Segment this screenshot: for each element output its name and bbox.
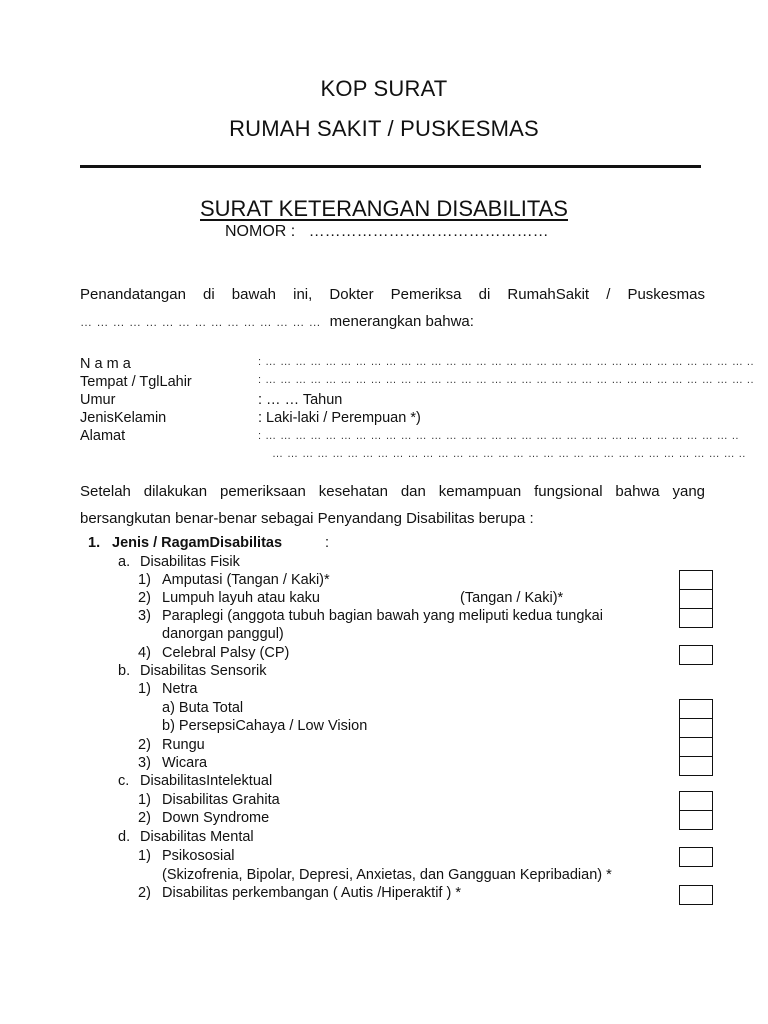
- item-label-wicara: Wicara: [162, 755, 208, 771]
- intro-line-1: Penandatangan di bawah ini, Dokter Pemeriksa di RumahSakit / Puskesmas: [80, 286, 705, 303]
- category-marker-b: b.: [118, 663, 131, 679]
- section-number: 1.: [88, 535, 101, 551]
- item-label-buta-total: a) Buta Total: [162, 700, 244, 716]
- checkbox-rungu[interactable]: [679, 737, 713, 757]
- identity-field-alamat[interactable]: : … … … … … … … … … … … … … … … … … … … … … … … … … … … … … … … ..: [258, 430, 739, 442]
- item-label-paraplegi: Paraplegi (anggota tubuh bagian bawah yang meliputi kedua tungkai: [162, 608, 603, 624]
- checkbox-celebral-palsy[interactable]: [679, 645, 713, 665]
- checkbox-low-vision[interactable]: [679, 718, 713, 738]
- category-marker-d: d.: [118, 829, 131, 845]
- identity-field-umur[interactable]: : … … Tahun: [258, 392, 343, 408]
- item-marker-b2: 2): [138, 737, 151, 753]
- letterhead-line-1: KOP SURAT: [320, 76, 448, 101]
- item-label-lumpuh-extra: (Tangan / Kaki)*: [460, 590, 564, 606]
- checkbox-down-syndrome[interactable]: [679, 810, 713, 830]
- checkbox-amputasi[interactable]: [679, 570, 713, 590]
- item-label-down-syndrome: Down Syndrome: [162, 810, 270, 826]
- identity-label-jenis-kelamin: JenisKelamin: [80, 410, 167, 426]
- checkbox-lumpuh[interactable]: [679, 589, 713, 609]
- item-label-rungu: Rungu: [162, 737, 205, 753]
- letterhead-divider: [80, 165, 701, 168]
- identity-field-nama[interactable]: : … … … … … … … … … … … … … … … … … … … … … … … … … … … … … … … … ..: [258, 356, 755, 368]
- item-label-paraplegi-cont: danorgan panggul): [162, 626, 284, 642]
- item-label-perkembangan: Disabilitas perkembangan ( Autis /Hiperaktif ) *: [162, 885, 461, 901]
- intro-line-2: [80, 313, 474, 331]
- item-label-grahita: Disabilitas Grahita: [162, 792, 280, 808]
- hospital-name-field[interactable]: … … … … … … … … … … … … … … …: [80, 315, 322, 329]
- nomor-label: NOMOR :: [225, 223, 296, 240]
- checkbox-wicara[interactable]: [679, 756, 713, 776]
- identity-label-tempat-tgl-lahir: Tempat / TglLahir: [80, 374, 192, 390]
- item-marker-a4: 4): [138, 645, 151, 661]
- item-label-psikososial: Psikososial: [162, 848, 235, 864]
- item-label-lumpuh: Lumpuh layuh atau kaku: [162, 590, 320, 606]
- identity-label-umur: Umur: [80, 392, 116, 408]
- section-colon: :: [325, 535, 330, 551]
- item-marker-c1: 1): [138, 792, 151, 808]
- item-marker-b1: 1): [138, 681, 151, 697]
- category-label-sensorik: Disabilitas Sensorik: [140, 663, 267, 679]
- letterhead-line-2: RUMAH SAKIT / PUSKESMAS: [229, 116, 539, 141]
- category-marker-c: c.: [118, 773, 130, 789]
- findings-line-2: bersangkutan benar-benar sebagai Penyandang Disabilitas berupa :: [80, 510, 534, 527]
- item-label-low-vision: b) PersepsiCahaya / Low Vision: [162, 718, 368, 734]
- identity-field-tempat-tgl-lahir[interactable]: : … … … … … … … … … … … … … … … … … … … … … … … … … … … … … … … … ..: [258, 374, 755, 386]
- category-label-intelektual: DisabilitasIntelektual: [140, 773, 273, 789]
- item-marker-d1: 1): [138, 848, 151, 864]
- category-label-mental: Disabilitas Mental: [140, 829, 254, 845]
- nomor-field[interactable]: ………………………………………: [308, 223, 549, 240]
- category-marker-a: a.: [118, 554, 131, 570]
- intro-statement: menerangkan bahwa:: [329, 313, 474, 330]
- item-marker-d2: 2): [138, 885, 151, 901]
- checkbox-grahita[interactable]: [679, 791, 713, 811]
- section-title: Jenis / RagamDisabilitas: [112, 535, 283, 551]
- item-marker-a2: 2): [138, 590, 151, 606]
- identity-label-alamat: Alamat: [80, 428, 126, 444]
- item-marker-a3: 3): [138, 608, 151, 624]
- category-label-fisik: Disabilitas Fisik: [140, 554, 240, 570]
- checkbox-paraplegi[interactable]: [679, 608, 713, 628]
- item-label-psikososial-cont: (Skizofrenia, Bipolar, Depresi, Anxietas, dan Gangguan Kepribadian) *: [162, 867, 612, 883]
- identity-field-alamat-cont[interactable]: … … … … … … … … … … … … … … … … … … … … … … … … … … … … … … … ..: [272, 448, 746, 460]
- checkbox-perkembangan[interactable]: [679, 885, 713, 905]
- item-marker-a1: 1): [138, 572, 151, 588]
- identity-field-jenis-kelamin[interactable]: : Laki-laki / Perempuan *): [258, 410, 421, 426]
- item-label-amputasi: Amputasi (Tangan / Kaki)*: [162, 572, 330, 588]
- item-marker-c2: 2): [138, 810, 151, 826]
- checkbox-buta-total[interactable]: [679, 699, 713, 719]
- item-label-celebral-palsy: Celebral Palsy (CP): [162, 645, 290, 661]
- nomor-line: [225, 223, 549, 241]
- item-label-netra: Netra: [162, 681, 198, 697]
- document-title: SURAT KETERANGAN DISABILITAS: [200, 196, 568, 221]
- identity-label-nama: N a m a: [80, 356, 131, 372]
- findings-line-1: Setelah dilakukan pemeriksaan kesehatan dan kemampuan fungsional bahwa yang: [80, 483, 705, 500]
- checkbox-psikososial[interactable]: [679, 847, 713, 867]
- item-marker-b3: 3): [138, 755, 151, 771]
